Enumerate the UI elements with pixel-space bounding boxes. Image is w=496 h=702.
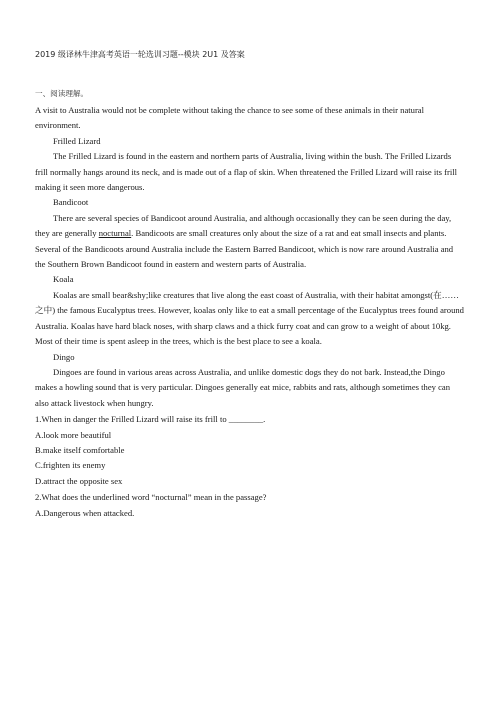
passage-intro: A visit to Australia would not be complete without taking the chance to see some of these animals in their natural environment.	[35, 105, 425, 131]
question-1-option-b: B.make itself comfortable	[35, 444, 125, 455]
question-1: 1.When in danger the Frilled Lizard will raise its frill to ________.	[35, 414, 266, 425]
passage-body	[35, 103, 465, 521]
section-heading: 一、阅读理解。	[35, 89, 89, 98]
heading-koala: Koala	[53, 274, 74, 285]
heading-bandicoot: Bandicoot	[53, 197, 89, 208]
question-1-option-c: C.frighten its enemy	[35, 460, 106, 471]
document-title: 2019 级译林牛津高考英语一轮选训习题--模块 2U1 及答案	[35, 50, 245, 59]
paragraph-bandicoot	[35, 211, 465, 273]
paragraph-dingo: Dingoes are found in various areas across Australia, and unlike domestic dogs they do not bark. Instead,the Dingo makes a howling sound that is very particular. Dingoes generally eat mice, rabbits and rats, although sometimes they can also attack livestock when hungry.	[35, 366, 451, 408]
question-2-option-a: A.Dangerous when attacked.	[35, 507, 135, 518]
question-2: 2.What does the underlined word “nocturnal” mean in the passage?	[35, 492, 267, 503]
question-1-option-d: D.attract the opposite sex	[35, 475, 123, 486]
paragraph-koala: Koalas are small bear&shy;like creatures that live along the east coast of Australia, with their habitat amongst(在……之中) the famous Eucalyptus trees. However, koalas only like to eat a small percentage of the Eucalyptus trees found around Australia. Koalas have hard black noses, with sharp claws and a thick furry coat and can grow to a weight of about 10kg. Most of their time is spent asleep in the trees, which is the best place to see a koala.	[35, 289, 464, 347]
underlined-word: nocturnal	[98, 228, 132, 239]
paragraph-bandicoot-part2: . Bandicoots are small creatures only about the size of a rat and eat small insects and plants. Several of the Bandicoots around Australia include the Eastern Barred Bandicoot, which is now rare around Australia and the Southern Brown Bandicoot found in eastern and western parts of Australia.	[35, 228, 454, 270]
paragraph-bandicoot-part1: There are several species of Bandicoot around Australia, and although occasionally they can be seen during the day, they are generally	[35, 212, 452, 239]
question-1-option-a: A.look more beautiful	[35, 429, 112, 440]
paragraph-frilled-lizard: The Frilled Lizard is found in the eastern and northern parts of Australia, living within the bush. The Frilled Lizards frill normally hangs around its neck, and is made out of a flap of skin. When threatened the Frilled Lizard will raise its frill making it seen more dangerous.	[35, 151, 458, 193]
heading-dingo: Dingo	[53, 351, 75, 362]
heading-frilled-lizard: Frilled Lizard	[53, 135, 101, 146]
